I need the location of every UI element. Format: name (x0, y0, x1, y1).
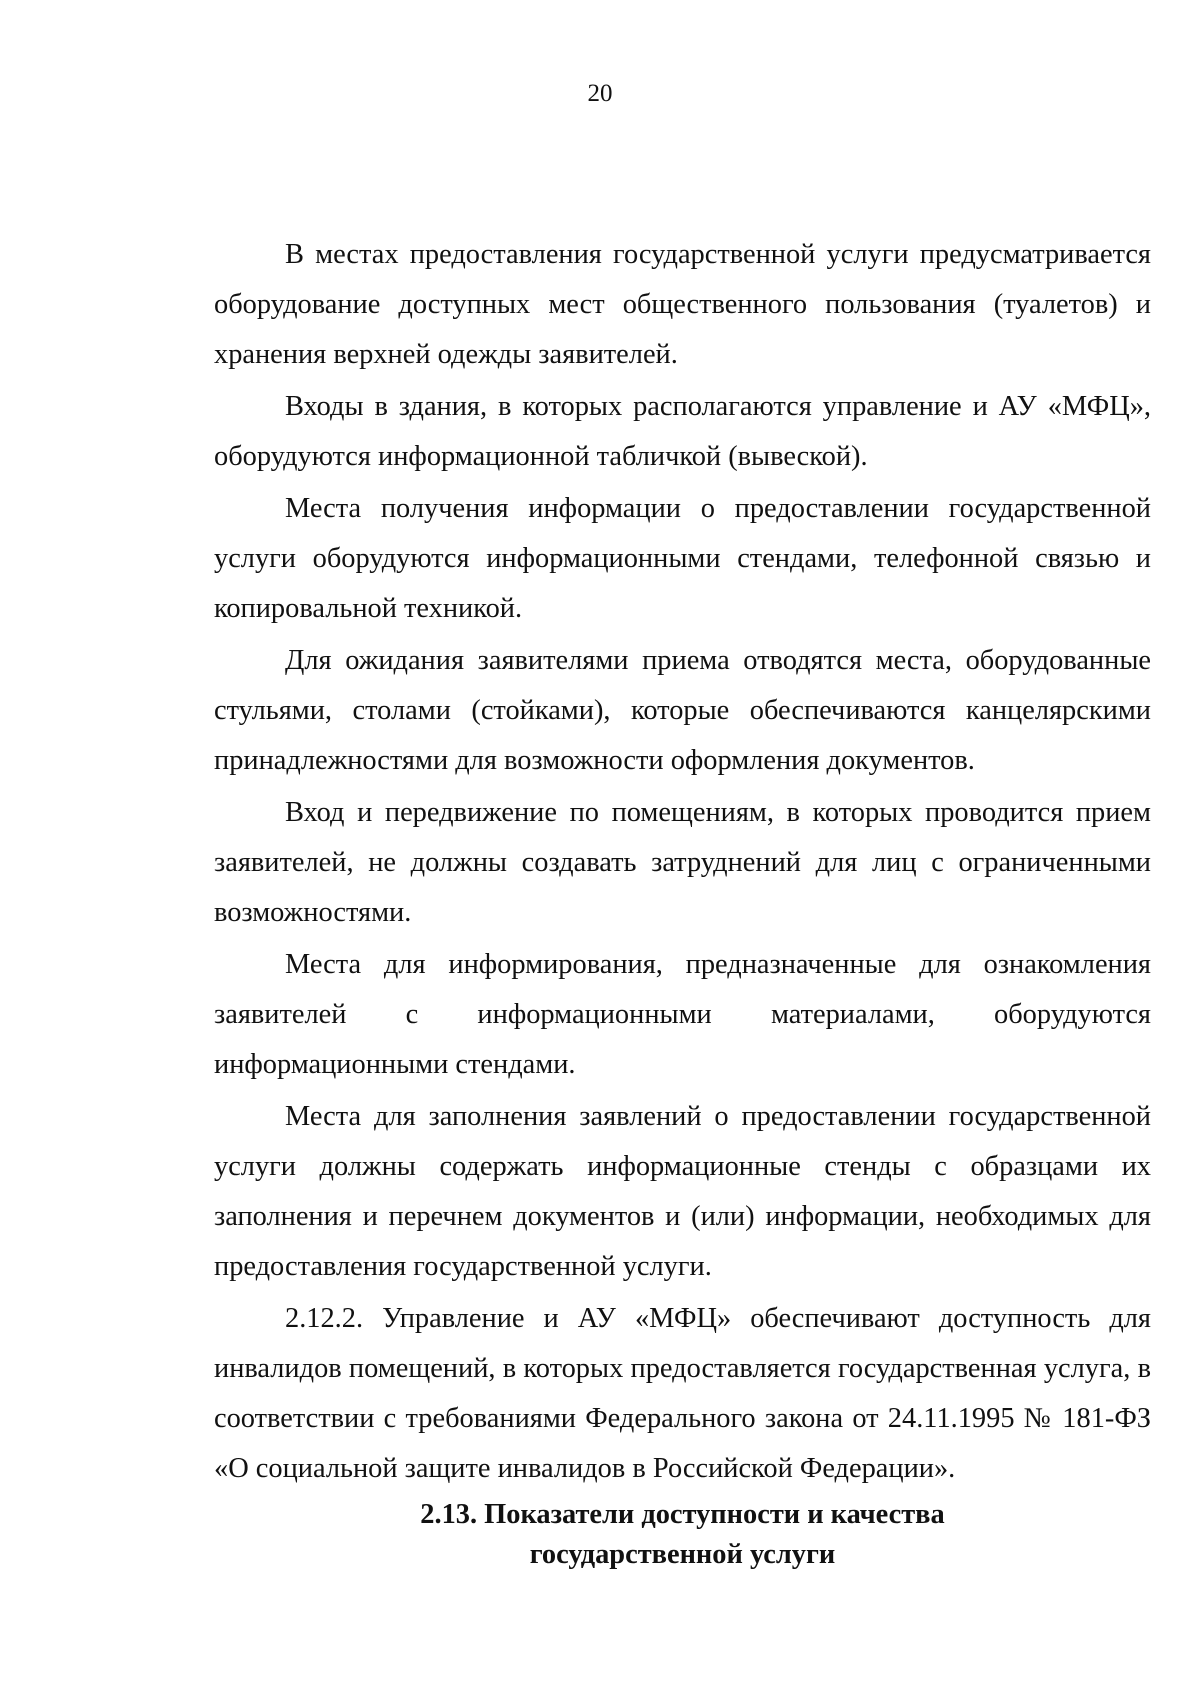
paragraph-waiting-places: Для ожидания заявителями приема отводятся места, оборудованные стульями, столами (стойками), которые обеспечиваются канцелярскими принадлежностями для возможности оформления документов. (214, 645, 1151, 776)
section-heading (214, 1495, 1151, 1575)
section-heading-line-2: государственной услуги (529, 1539, 836, 1570)
paragraph-informing-places: Места для информирования, предназначенные для ознакомления заявителей с информационными материалами, оборудуются информационными стендами. (214, 949, 1151, 1080)
paragraph-2-12-2: 2.12.2. Управление и АУ «МФЦ» обеспечивают доступность для инвалидов помещений, в которых предоставляется государственная услуга, в соответствии с требованиями Федерального закона от 24.11.1995 № 181-ФЗ «О социальной защите инвалидов в Российской Федерации». (214, 1303, 1151, 1484)
paragraph-application-places: Места для заполнения заявлений о предоставлении государственной услуги должны содержать информационные стенды с образцами их заполнения и перечнем документов и (или) информации, необходимых для предоставления государственной услуги. (214, 1101, 1151, 1282)
section-heading-line-1: 2.13. Показатели доступности и качества (420, 1499, 945, 1530)
document-body (214, 230, 1151, 1496)
page-number: 20 (587, 80, 613, 107)
paragraph-facilities: В местах предоставления государственной услуги предусматривается оборудование доступных мест общественного пользования (туалетов) и хранения верхней одежды заявителей. (214, 239, 1151, 370)
paragraph-info-places: Места получения информации о предоставлении государственной услуги оборудуются информационными стендами, телефонной связью и копировальной техникой. (214, 493, 1151, 624)
paragraph-access: Вход и передвижение по помещениям, в которых проводится прием заявителей, не должны создавать затруднений для лиц с ограниченными возможностями. (214, 797, 1151, 928)
paragraph-entrances: Входы в здания, в которых располагаются управление и АУ «МФЦ», оборудуются информационной табличкой (вывеской). (214, 391, 1151, 472)
